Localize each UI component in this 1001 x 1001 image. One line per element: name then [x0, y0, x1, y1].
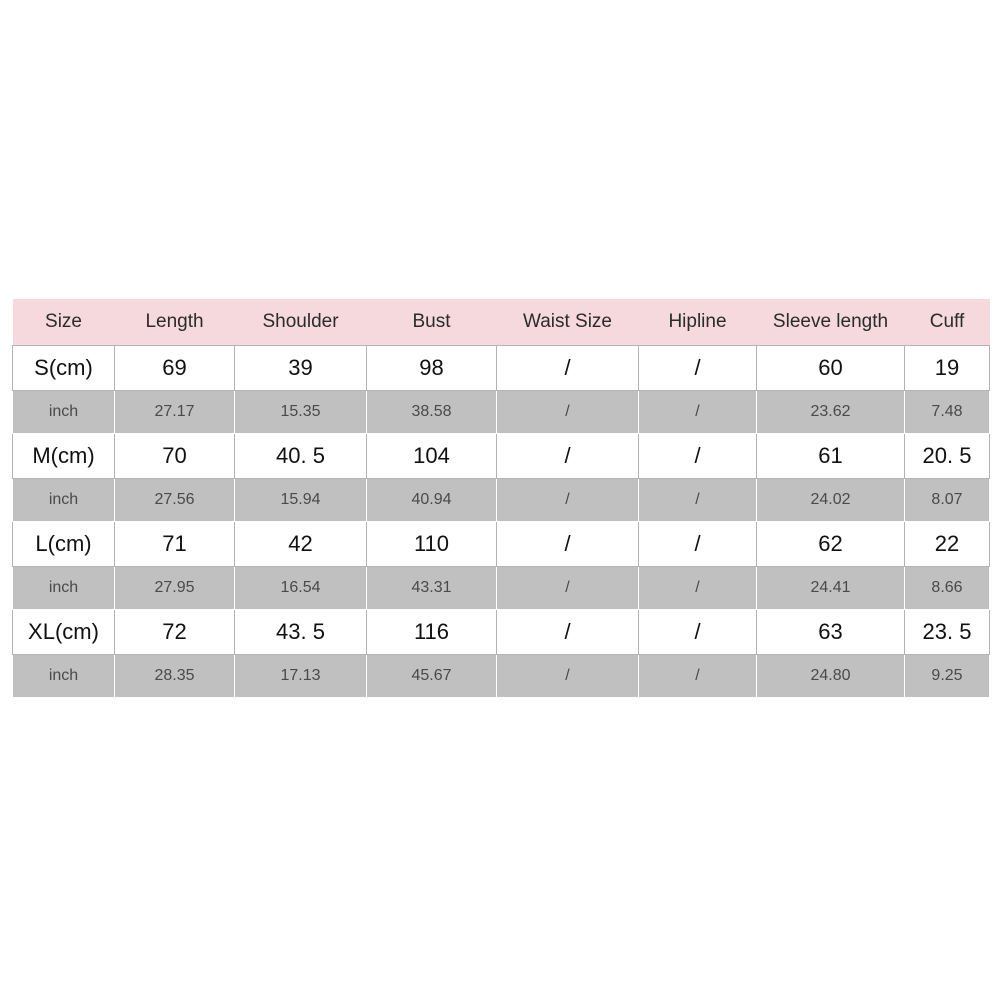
table-row — [13, 391, 990, 434]
cell-hipline: / — [639, 479, 757, 522]
cell-length: 69 — [115, 346, 235, 391]
row-label: inch — [13, 567, 115, 610]
cell-shoulder: 15.94 — [235, 479, 367, 522]
cell-length: 70 — [115, 434, 235, 479]
cell-shoulder: 15.35 — [235, 391, 367, 434]
row-label: inch — [13, 655, 115, 698]
cell-cuff: 8.07 — [905, 479, 990, 522]
cell-bust: 116 — [367, 610, 497, 655]
column-header-bust: Bust — [367, 299, 497, 346]
cell-cuff: 23. 5 — [905, 610, 990, 655]
table-row — [13, 479, 990, 522]
table-row — [13, 346, 990, 391]
table-row — [13, 434, 990, 479]
row-label: L(cm) — [13, 522, 115, 567]
cell-length: 71 — [115, 522, 235, 567]
row-label: S(cm) — [13, 346, 115, 391]
cell-sleeve-length: 61 — [757, 434, 905, 479]
row-label: inch — [13, 479, 115, 522]
cell-cuff: 7.48 — [905, 391, 990, 434]
cell-cuff: 9.25 — [905, 655, 990, 698]
cell-length: 27.17 — [115, 391, 235, 434]
row-label: M(cm) — [13, 434, 115, 479]
cell-length: 28.35 — [115, 655, 235, 698]
cell-waist-size: / — [497, 479, 639, 522]
cell-sleeve-length: 23.62 — [757, 391, 905, 434]
cell-waist-size: / — [497, 434, 639, 479]
column-header-sleeve-length: Sleeve length — [757, 299, 905, 346]
table-row — [13, 522, 990, 567]
cell-length: 27.56 — [115, 479, 235, 522]
cell-cuff: 22 — [905, 522, 990, 567]
table-header-row — [13, 299, 990, 346]
cell-shoulder: 43. 5 — [235, 610, 367, 655]
cell-shoulder: 16.54 — [235, 567, 367, 610]
size-chart-container — [12, 299, 989, 698]
cell-bust: 45.67 — [367, 655, 497, 698]
column-header-hipline: Hipline — [639, 299, 757, 346]
cell-waist-size: / — [497, 522, 639, 567]
cell-cuff: 8.66 — [905, 567, 990, 610]
cell-cuff: 20. 5 — [905, 434, 990, 479]
cell-hipline: / — [639, 610, 757, 655]
column-header-size: Size — [13, 299, 115, 346]
cell-shoulder: 40. 5 — [235, 434, 367, 479]
cell-hipline: / — [639, 522, 757, 567]
cell-sleeve-length: 60 — [757, 346, 905, 391]
cell-hipline: / — [639, 346, 757, 391]
cell-sleeve-length: 62 — [757, 522, 905, 567]
cell-waist-size: / — [497, 655, 639, 698]
cell-hipline: / — [639, 655, 757, 698]
size-chart-table — [12, 299, 990, 698]
cell-shoulder: 17.13 — [235, 655, 367, 698]
cell-bust: 110 — [367, 522, 497, 567]
cell-waist-size: / — [497, 346, 639, 391]
cell-waist-size: / — [497, 567, 639, 610]
cell-hipline: / — [639, 391, 757, 434]
cell-length: 72 — [115, 610, 235, 655]
column-header-waist-size: Waist Size — [497, 299, 639, 346]
cell-waist-size: / — [497, 610, 639, 655]
table-row — [13, 567, 990, 610]
column-header-shoulder: Shoulder — [235, 299, 367, 346]
cell-sleeve-length: 24.80 — [757, 655, 905, 698]
cell-cuff: 19 — [905, 346, 990, 391]
cell-bust: 104 — [367, 434, 497, 479]
row-label: XL(cm) — [13, 610, 115, 655]
cell-hipline: / — [639, 567, 757, 610]
table-row — [13, 610, 990, 655]
cell-bust: 40.94 — [367, 479, 497, 522]
cell-sleeve-length: 24.02 — [757, 479, 905, 522]
cell-bust: 43.31 — [367, 567, 497, 610]
cell-shoulder: 39 — [235, 346, 367, 391]
column-header-length: Length — [115, 299, 235, 346]
cell-waist-size: / — [497, 391, 639, 434]
row-label: inch — [13, 391, 115, 434]
cell-length: 27.95 — [115, 567, 235, 610]
column-header-cuff: Cuff — [905, 299, 990, 346]
table-row — [13, 655, 990, 698]
cell-bust: 98 — [367, 346, 497, 391]
cell-sleeve-length: 63 — [757, 610, 905, 655]
cell-hipline: / — [639, 434, 757, 479]
cell-sleeve-length: 24.41 — [757, 567, 905, 610]
cell-bust: 38.58 — [367, 391, 497, 434]
cell-shoulder: 42 — [235, 522, 367, 567]
